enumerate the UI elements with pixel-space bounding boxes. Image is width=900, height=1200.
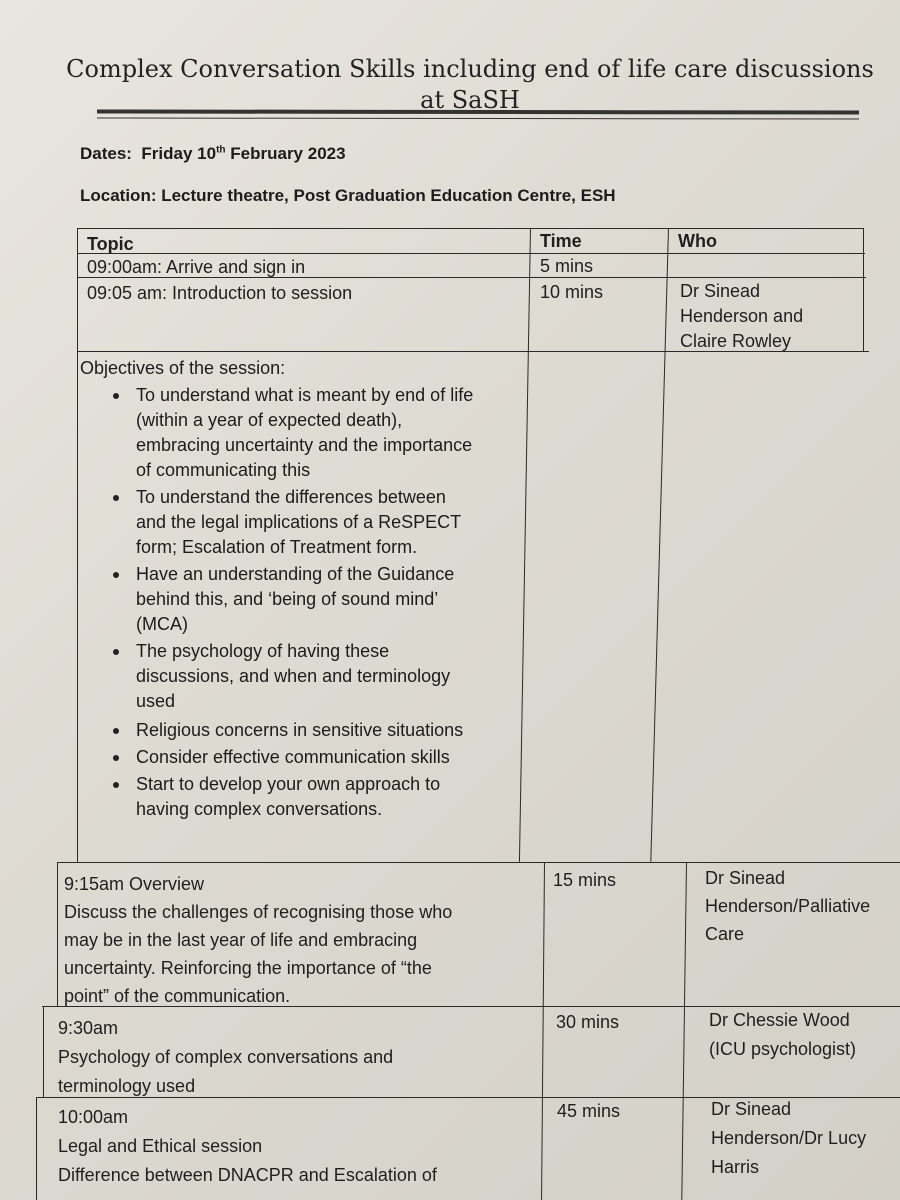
- table-border-top: [77, 228, 864, 229]
- row4-who-line1: Dr Sinead: [705, 868, 786, 888]
- table-col-right: [863, 228, 864, 352]
- row4-who: [705, 864, 870, 948]
- row5-topic: [58, 1014, 393, 1101]
- row6-line2: Legal and Ethical session: [58, 1136, 263, 1156]
- dates-label: Dates:: [80, 144, 132, 163]
- objective-line: discussions, and when and terminology: [136, 666, 451, 686]
- row6-who: [711, 1095, 866, 1182]
- objectives-list: [80, 383, 530, 822]
- row4-time: 15 mins: [553, 870, 617, 890]
- table-col-left-top: [77, 228, 78, 862]
- row5-line2: Psychology of complex conversations and: [58, 1047, 394, 1067]
- row5-who-line2: (ICU psychologist): [709, 1039, 857, 1059]
- row6-time: 45 mins: [557, 1101, 621, 1121]
- objective-line: behind this, and ‘being of sound mind’: [136, 589, 439, 609]
- row4-line5: point” of the communication.: [64, 986, 291, 1006]
- table-col-time-bottom: [541, 862, 545, 1200]
- bullet-icon: [113, 572, 119, 578]
- row4-topic: [64, 870, 452, 1010]
- objective-line: To understand the differences between: [136, 487, 446, 507]
- row6-who-line2: Henderson/Dr Lucy: [711, 1128, 867, 1148]
- objective-item: [80, 639, 530, 714]
- bullet-icon: [113, 755, 119, 761]
- objective-line: of communicating this: [136, 460, 311, 480]
- header-time: Time: [540, 231, 582, 251]
- row6-who-line1: Dr Sinead: [711, 1099, 792, 1119]
- objective-item: [80, 772, 530, 822]
- dates-day: Friday 10: [141, 144, 217, 163]
- row5-line3: terminology used: [58, 1076, 196, 1096]
- row5-who-line1: Dr Chessie Wood: [709, 1010, 850, 1030]
- header-who: Who: [678, 231, 717, 251]
- objective-line: Start to develop your own approach to: [136, 774, 441, 794]
- objective-item: [80, 562, 530, 637]
- dates-line: [80, 144, 346, 164]
- row5-who: [709, 1006, 856, 1064]
- row6-line1: 10:00am: [58, 1107, 129, 1127]
- row2-topic: 09:05 am: Introduction to session: [87, 283, 353, 303]
- table-col-left-bottom: [36, 1097, 37, 1200]
- row2-who-line3: Claire Rowley: [680, 331, 792, 351]
- title-line-2: at SaSH: [420, 86, 520, 114]
- row2-who: [680, 279, 803, 354]
- row1-topic: 09:00am: Arrive and sign in: [87, 257, 306, 277]
- row5-line1: 9:30am: [58, 1018, 119, 1038]
- row6-who-line3: Harris: [711, 1157, 759, 1177]
- objective-line: Consider effective communication skills: [136, 747, 450, 767]
- title-line-1: Complex Conversation Skills including end of life care discussions: [66, 55, 874, 83]
- bullet-icon: [113, 495, 119, 501]
- row6-topic: [58, 1103, 437, 1190]
- row4-line2: Discuss the challenges of recognising those who: [64, 902, 453, 922]
- row4-who-line3: Care: [705, 924, 745, 944]
- row6-line3: Difference between DNACPR and Escalation of: [58, 1165, 437, 1185]
- objective-line: (MCA): [136, 614, 188, 634]
- bullet-icon: [113, 728, 119, 734]
- row2-who-line1: Dr Sinead: [680, 281, 761, 301]
- objective-line: and the legal implications of a ReSPECT: [136, 512, 462, 532]
- objective-line: Have an understanding of the Guidance: [136, 564, 455, 584]
- objective-line: To understand what is meant by end of life: [136, 385, 474, 405]
- objective-line: (within a year of expected death),: [136, 410, 403, 430]
- objective-item: [80, 718, 530, 743]
- row4-who-line2: Henderson/Palliative: [705, 896, 871, 916]
- objective-line: embracing uncertainty and the importance: [136, 435, 473, 455]
- row2-time: 10 mins: [540, 282, 604, 302]
- table-col-left-lower: [43, 1006, 44, 1097]
- objective-line: Religious concerns in sensitive situations: [136, 720, 464, 740]
- table-col-left-mid: [57, 862, 58, 1006]
- document-title: [60, 54, 880, 116]
- row5-time: 30 mins: [556, 1012, 620, 1032]
- location-line: Location: Lecture theatre, Post Graduation Education Centre, ESH: [80, 186, 616, 205]
- objective-item: [80, 485, 530, 560]
- objective-line: used: [136, 691, 176, 711]
- row1-time: 5 mins: [540, 256, 594, 276]
- bullet-icon: [113, 393, 119, 399]
- row4-line1: 9:15am Overview: [64, 874, 205, 894]
- objectives-cell: [80, 356, 530, 822]
- row4-line4: uncertainty. Reinforcing the importance of “the: [64, 958, 432, 978]
- objective-line: The psychology of having these: [136, 641, 390, 661]
- title-rule: [97, 109, 859, 119]
- objectives-title: Objectives of the session:: [80, 358, 286, 378]
- objective-line: having complex conversations.: [136, 799, 383, 819]
- bullet-icon: [113, 649, 119, 655]
- row2-who-line2: Henderson and: [680, 306, 804, 326]
- objective-item: [80, 745, 530, 770]
- dates-rest: February 2023: [230, 144, 346, 163]
- header-topic: Topic: [87, 234, 134, 254]
- objective-item: [80, 383, 530, 483]
- objective-line: form; Escalation of Treatment form.: [136, 537, 418, 557]
- table-col-who-bottom: [681, 862, 687, 1200]
- table-col-who-top: [650, 228, 669, 862]
- row4-line3: may be in the last year of life and embracing: [64, 930, 418, 950]
- dates-sup: th: [216, 144, 226, 156]
- bullet-icon: [113, 782, 119, 788]
